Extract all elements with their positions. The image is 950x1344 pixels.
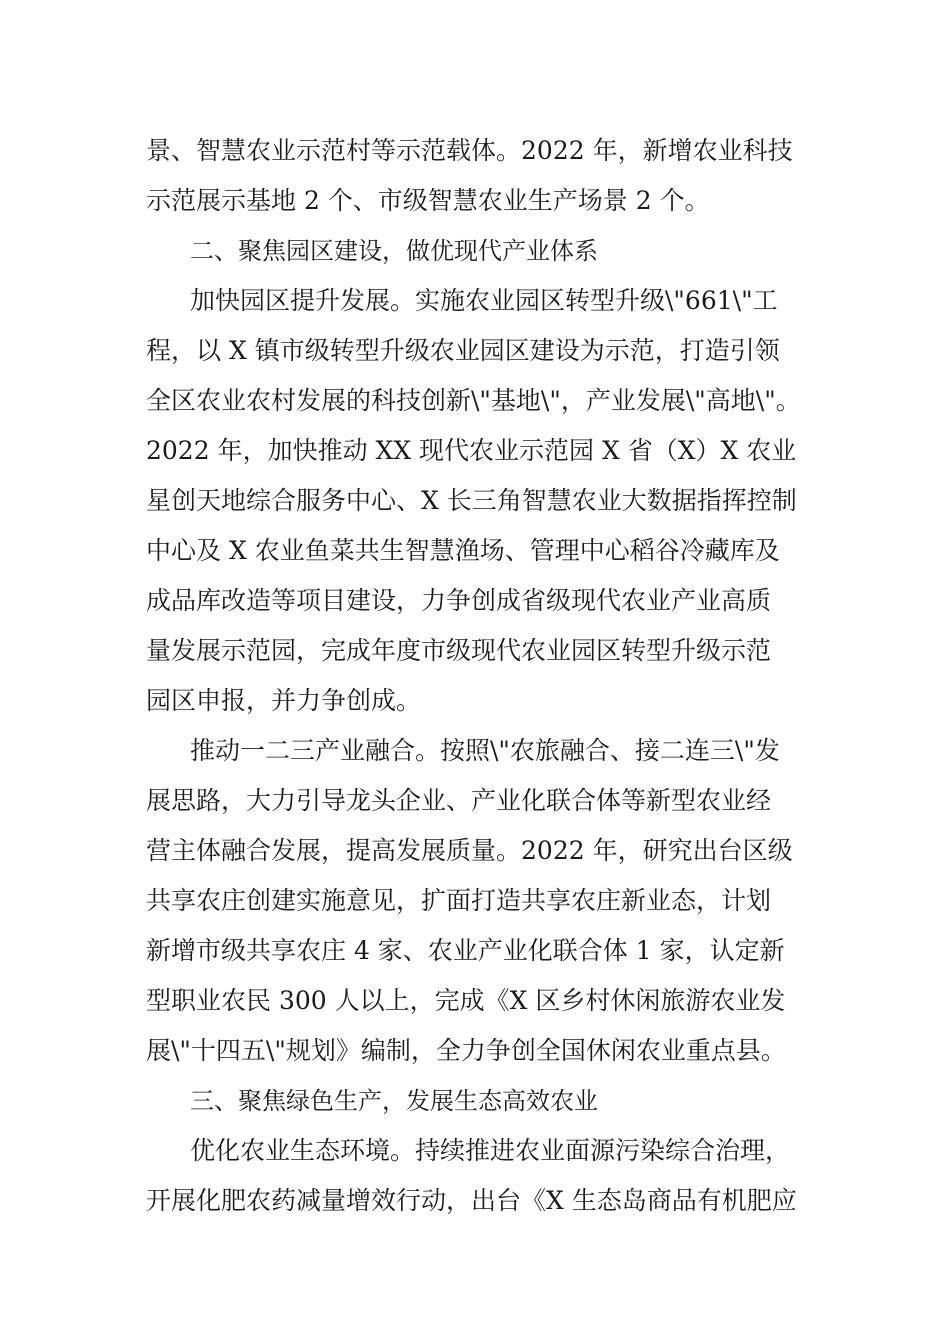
body-text-line: 园区申报，并力争创成。 — [146, 686, 422, 715]
body-text-line: 开展化肥农药减量增效行动，出台《X 生态岛商品有机肥应 — [146, 1186, 797, 1215]
body-text-line: 量发展示范园，完成年度市级现代农业园区转型升级示范 — [146, 636, 772, 665]
body-text-line: 2022 年，加快推动 XX 现代农业示范园 X 省（X）X 农业 — [146, 436, 797, 465]
body-text-line: 全区农业农村发展的科技创新\"基地\"，产业发展\"高地\"。 — [146, 386, 801, 415]
section-heading-2: 二、聚焦园区建设，做优现代产业体系 — [190, 237, 598, 265]
body-text-line: 展\"十四五\"规划》编制，全力争创全国休闲农业重点县。 — [146, 1036, 786, 1065]
body-text-line: 共享农庄创建实施意见，扩面打造共享农庄新业态，计划 — [146, 886, 772, 915]
paragraph-start: 优化农业生态环境。持续推进农业面源污染综合治理， — [190, 1136, 791, 1165]
paragraph-start: 推动一二三产业融合。按照\"农旅融合、接二连三\"发 — [190, 736, 780, 765]
body-text-line: 新增市级共享农庄 4 家、农业产业化联合体 1 家，认定新 — [146, 936, 785, 965]
section-heading-3: 三、聚焦绿色生产，发展生态高效农业 — [190, 1087, 598, 1115]
body-text-line: 景、智慧农业示范村等示范载体。2022 年，新增农业科技 — [146, 136, 793, 165]
body-text-line: 示范展示基地 2 个、市级智慧农业生产场景 2 个。 — [146, 186, 710, 215]
body-text-line: 星创天地综合服务中心、X 长三角智慧农业大数据指挥控制 — [146, 486, 797, 515]
body-text-line: 程，以 X 镇市级转型升级农业园区建设为示范，打造引领 — [146, 336, 780, 365]
body-text-line: 展思路，大力引导龙头企业、产业化联合体等新型农业经 — [146, 786, 772, 815]
body-text-line: 成品库改造等项目建设，力争创成省级现代农业产业高质 — [146, 586, 772, 615]
paragraph-start: 加快园区提升发展。实施农业园区转型升级\"661\"工 — [190, 286, 778, 315]
body-text-line: 型职业农民 300 人以上，完成《X 区乡村休闲旅游农业发 — [146, 986, 786, 1015]
body-text-line: 中心及 X 农业鱼菜共生智慧渔场、管理中心稻谷冷藏库及 — [146, 536, 780, 565]
body-text-line: 营主体融合发展，提高发展质量。2022 年，研究出台区级 — [146, 836, 793, 865]
